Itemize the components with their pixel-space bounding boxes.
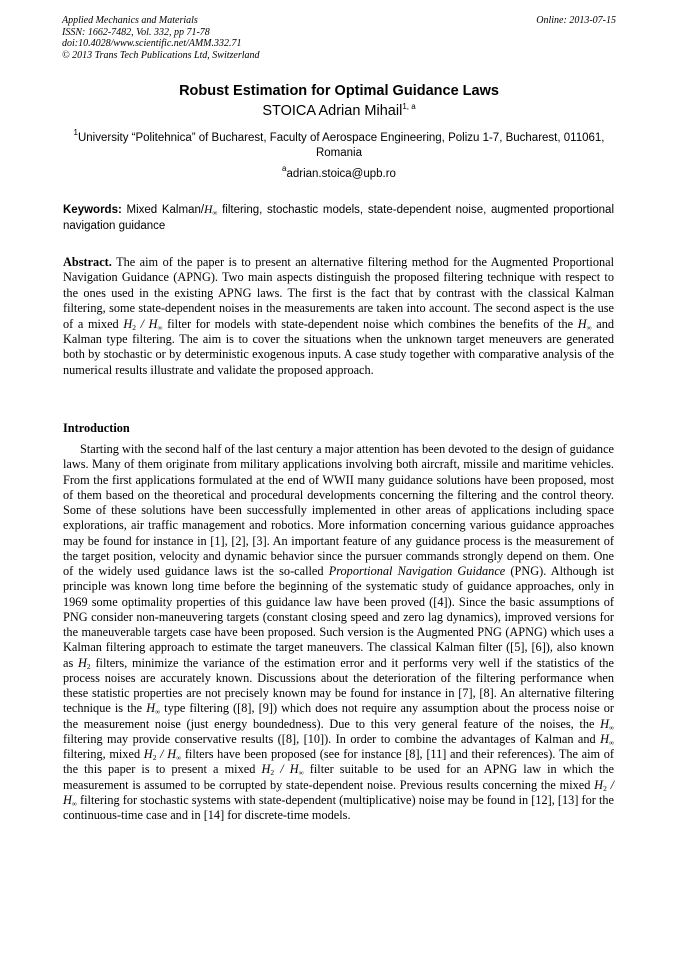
author-marks: 1, a: [402, 102, 416, 111]
abstract: [63, 255, 614, 378]
intro-text: filters have been proposed (see for instance [8], [11] and their references). The aim of the this paper is to present a mixed: [63, 747, 614, 777]
intro-text: Starting with the second half of the last century a major attention has been devoted to the design of guidance laws. Many of them originate from military applications involving both aircraft, missile and maritime vehicles. From the first applications formulated at the end of WWII many guidance solutions have been proposed, most of them based on the theoretical and procedural developments concerning the filtering and the control theory. Some of these solutions have been successfully implemented in other areas of applications including space explorations, air traffic management and robotics. More information concerning various guidance approaches may be found for instance in [1], [2], [3]. An important feature of any guidance process is the measurement of the target position, velocity and dynamic behavior since the pursuer commands strongly depend on them. One of the widely used guidance laws ist the so-called: [63, 442, 614, 578]
intro-text: filters, minimize the variance of the estimation error and it performs very well if the statistics of the process noises are accurately known. Discussions about the deterioration of the filtering performance when these statistic properties are not precisely known may be found for instance in [7], [8]. An alternative filtering technique is the: [63, 655, 615, 716]
copyright-line: © 2013 Trans Tech Publications Ltd, Switzerland: [62, 49, 260, 61]
h-infinity-symbol: H∞: [204, 204, 218, 217]
h2-hinf-symbol: $H_2 / H\infty$: [63, 777, 614, 808]
email-address[interactable]: adrian.stoica@upb.ro: [286, 168, 396, 180]
keywords-label: Keywords:: [63, 204, 122, 216]
h-infinity-symbol: H∞: [146, 701, 161, 717]
introduction-paragraph: [63, 442, 614, 823]
author-name: STOICA Adrian Mihail: [262, 103, 403, 119]
email-line: [0, 164, 678, 180]
h2-hinf-symbol: $H_2 / H\infty$: [143, 747, 182, 762]
h-infinity-symbol: H∞: [600, 731, 614, 747]
h2-hinf-symbol: $H_2 / H\infty$: [123, 316, 163, 332]
intro-text: (PNG). Although ist principle was known long time before the beginning of the systematic study of guidance approaches, only in 1969 some optimality properties of this guidance law have been proved ([4]). Since the basic assumptions of PNG consider non-maneuvering targets (constant closing speed and zero lag dynamics), improved versions for the maneuverable targets case have been proposed. Such version is the Augmented PNG (APNG) which uses a Kalman filtering approach to estimate the target maneuvers. The classical Kalman filter ([5], [6]), also known as: [63, 564, 614, 670]
intro-text: filter suitable to be used for an APNG law in which the measurement is assumed to be corrupted by state-dependent noise. Previous results concerning the mixed: [63, 762, 615, 792]
affiliation-text: University “Politehnica” of Bucharest, Faculty of Aerospace Engineering, Polizu 1-7, Bucharest, 011061, Romania: [77, 132, 605, 159]
intro-text: filtering may provide conservative results ([8], [10]). In order to combine the advantages of Kalman and: [63, 731, 596, 746]
intro-text: filtering, mixed: [63, 747, 141, 761]
intro-text: type filtering ([8], [9]) which does not require any assumption about the process noise or the measurement noise (just energy boundedness). Due to this very general feature of the noises, the: [63, 701, 614, 731]
abstract-text: and Kalman type filtering. The aim is to cover the situations when the unknown target meneuvers are generated both by stochastic or by deterministic exogenous inputs. A case study together with comparative analysis of the numerical results illustrate and validate the proposed approach.: [63, 316, 615, 377]
h2-symbol: $H_2$: [78, 655, 91, 671]
h-infinity-symbol: H∞: [600, 716, 614, 732]
keywords-pre: Mixed Kalman/: [126, 204, 205, 216]
affiliation-mark: 1: [73, 128, 78, 137]
h2-hinf-symbol: $H_2 / H\infty$: [261, 762, 304, 778]
issn-line: ISSN: 1662-7482, Vol. 332, pp 71-78: [62, 26, 210, 38]
online-date: Online: 2013-07-15: [536, 15, 616, 26]
running-header: [62, 15, 616, 61]
keywords-post: filtering, stochastic models, state-dependent noise, augmented proportional navigation guidance: [63, 204, 614, 232]
author-line: [0, 103, 678, 119]
doi-line: doi:10.4028/www.scientific.net/AMM.332.71: [62, 38, 242, 49]
png-term: Proportional Navigation Guidance: [328, 564, 506, 578]
paper-title: Robust Estimation for Optimal Guidance Laws: [179, 83, 499, 99]
h-infinity-symbol: H∞: [577, 316, 592, 332]
abstract-text: The aim of the paper is to present an alternative filtering method for the Augmented Proportional Navigation Guidance (APNG). Two main aspects distinguish the proposed filtering technique with respect to the ones used in the existing APNG laws. The first is the fact that by contrast with the classical Kalman filtering, some state-dependent noises in the measurements are taken into account. The second aspect is the use of a mixed: [63, 255, 614, 331]
section-heading: Introduction: [63, 421, 130, 435]
keywords: [63, 202, 614, 234]
email-mark: a: [282, 164, 287, 173]
abstract-text: filter for models with state-dependent noise which combines the benefits of the: [167, 316, 574, 331]
intro-text: filtering for stochastic systems with state-dependent (multiplicative) noise may be found in [12], [13] for the continuous-time case and in [14] for discrete-time models.: [63, 792, 614, 822]
abstract-label: Abstract.: [63, 255, 112, 269]
journal-name: Applied Mechanics and Materials: [62, 15, 198, 26]
publication-info: [62, 15, 616, 61]
affiliation: [72, 128, 606, 161]
